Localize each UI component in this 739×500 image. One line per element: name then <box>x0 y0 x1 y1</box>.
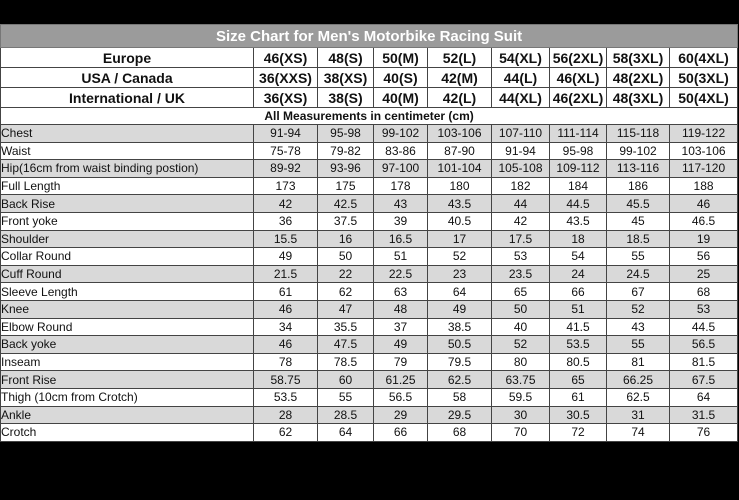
measurement-value: 40.5 <box>428 212 492 230</box>
measurement-value: 44 <box>492 195 550 213</box>
measurement-value: 53 <box>670 300 738 318</box>
measurement-value: 111-114 <box>550 125 607 143</box>
measurement-label: Chest <box>1 125 254 143</box>
measurement-value: 42.5 <box>318 195 374 213</box>
measurement-value: 55 <box>607 248 670 266</box>
measurement-label: Thigh (10cm from Crotch) <box>1 388 254 406</box>
measurement-value: 91-94 <box>492 142 550 160</box>
measurement-label: Back yoke <box>1 336 254 354</box>
measurement-value: 16.5 <box>374 230 428 248</box>
measurement-value: 103-106 <box>670 142 738 160</box>
size-label-cell: 48(2XL) <box>607 68 670 88</box>
table-row <box>1 336 738 354</box>
measurement-value: 107-110 <box>492 125 550 143</box>
measurement-value: 58.75 <box>254 371 318 389</box>
measurement-value: 45 <box>607 212 670 230</box>
measurement-value: 65 <box>492 283 550 301</box>
measurement-value: 51 <box>374 248 428 266</box>
measurement-value: 61 <box>254 283 318 301</box>
size-label-cell: 48(S) <box>318 48 374 68</box>
size-label-cell: 50(4XL) <box>670 88 738 108</box>
measurement-value: 47 <box>318 300 374 318</box>
measurement-value: 51 <box>550 300 607 318</box>
measurement-value: 49 <box>374 336 428 354</box>
measurement-value: 46.5 <box>670 212 738 230</box>
measurement-value: 99-102 <box>607 142 670 160</box>
measurement-value: 22 <box>318 265 374 283</box>
measurement-label: Elbow Round <box>1 318 254 336</box>
measurement-value: 46 <box>254 300 318 318</box>
measurement-value: 62.5 <box>428 371 492 389</box>
measurement-value: 63 <box>374 283 428 301</box>
measurement-value: 115-118 <box>607 125 670 143</box>
measurement-value: 64 <box>670 388 738 406</box>
measurement-label: Crotch <box>1 424 254 442</box>
measurement-value: 60 <box>318 371 374 389</box>
size-label-cell: 50(M) <box>374 48 428 68</box>
measurement-value: 59.5 <box>492 388 550 406</box>
measurement-value: 56.5 <box>670 336 738 354</box>
measurement-value: 46 <box>670 195 738 213</box>
measurement-value: 43 <box>607 318 670 336</box>
measurement-value: 75-78 <box>254 142 318 160</box>
size-system-row <box>1 48 738 68</box>
measurement-value: 97-100 <box>374 160 428 178</box>
table-row <box>1 248 738 266</box>
measurement-value: 43.5 <box>550 212 607 230</box>
measurement-value: 113-116 <box>607 160 670 178</box>
measurement-value: 31.5 <box>670 406 738 424</box>
measurement-value: 36 <box>254 212 318 230</box>
size-label-cell: 52(L) <box>428 48 492 68</box>
measurement-value: 173 <box>254 177 318 195</box>
measurement-value: 37.5 <box>318 212 374 230</box>
measurement-label: Inseam <box>1 353 254 371</box>
measurement-value: 66 <box>374 424 428 442</box>
measurement-value: 99-102 <box>374 125 428 143</box>
measurement-label: Sleeve Length <box>1 283 254 301</box>
measurement-value: 50 <box>492 300 550 318</box>
measurement-value: 79.5 <box>428 353 492 371</box>
size-system-label: International / UK <box>1 88 254 108</box>
measurement-value: 28 <box>254 406 318 424</box>
measurement-value: 49 <box>254 248 318 266</box>
table-row <box>1 142 738 160</box>
measurement-value: 24.5 <box>607 265 670 283</box>
size-label-cell: 54(XL) <box>492 48 550 68</box>
measurement-value: 42 <box>492 212 550 230</box>
size-label-cell: 46(XL) <box>550 68 607 88</box>
measurement-label: Shoulder <box>1 230 254 248</box>
measurement-value: 43 <box>374 195 428 213</box>
measurement-value: 53.5 <box>254 388 318 406</box>
measurement-label: Cuff Round <box>1 265 254 283</box>
measurement-value: 87-90 <box>428 142 492 160</box>
measurement-value: 89-92 <box>254 160 318 178</box>
measurement-value: 43.5 <box>428 195 492 213</box>
chart-title: Size Chart for Men's Motorbike Racing Suit <box>1 25 738 48</box>
measurement-value: 47.5 <box>318 336 374 354</box>
measurement-value: 18 <box>550 230 607 248</box>
measurement-value: 55 <box>607 336 670 354</box>
measurement-value: 29.5 <box>428 406 492 424</box>
measurement-value: 67.5 <box>670 371 738 389</box>
size-chart-table <box>0 24 738 442</box>
measurement-value: 18.5 <box>607 230 670 248</box>
measurement-value: 83-86 <box>374 142 428 160</box>
measurement-value: 56 <box>670 248 738 266</box>
table-row <box>1 406 738 424</box>
table-row <box>1 265 738 283</box>
measurement-value: 17.5 <box>492 230 550 248</box>
measurement-value: 31 <box>607 406 670 424</box>
measurement-value: 91-94 <box>254 125 318 143</box>
size-system-row <box>1 88 738 108</box>
measurement-value: 80.5 <box>550 353 607 371</box>
size-system-label: Europe <box>1 48 254 68</box>
measurement-value: 79-82 <box>318 142 374 160</box>
measurement-value: 70 <box>492 424 550 442</box>
size-label-cell: 56(2XL) <box>550 48 607 68</box>
measurement-value: 67 <box>607 283 670 301</box>
table-row <box>1 300 738 318</box>
measurement-value: 66 <box>550 283 607 301</box>
measurement-value: 23.5 <box>492 265 550 283</box>
measurement-value: 41.5 <box>550 318 607 336</box>
measurement-value: 66.25 <box>607 371 670 389</box>
size-system-label: USA / Canada <box>1 68 254 88</box>
measurement-value: 79 <box>374 353 428 371</box>
measurement-value: 78.5 <box>318 353 374 371</box>
size-label-cell: 50(3XL) <box>670 68 738 88</box>
measurement-value: 55 <box>318 388 374 406</box>
measurement-note-row <box>1 108 738 125</box>
measurement-label: Front yoke <box>1 212 254 230</box>
measurement-label: Waist <box>1 142 254 160</box>
measurement-value: 105-108 <box>492 160 550 178</box>
measurement-value: 61 <box>550 388 607 406</box>
measurement-value: 81.5 <box>670 353 738 371</box>
measurement-value: 54 <box>550 248 607 266</box>
measurement-label: Ankle <box>1 406 254 424</box>
table-row <box>1 424 738 442</box>
measurement-value: 62.5 <box>607 388 670 406</box>
size-label-cell: 36(XXS) <box>254 68 318 88</box>
measurement-label: Collar Round <box>1 248 254 266</box>
measurement-value: 68 <box>428 424 492 442</box>
measurement-value: 103-106 <box>428 125 492 143</box>
measurement-value: 175 <box>318 177 374 195</box>
measurement-value: 15.5 <box>254 230 318 248</box>
table-row <box>1 283 738 301</box>
measurement-value: 53 <box>492 248 550 266</box>
measurement-value: 24 <box>550 265 607 283</box>
chart-body <box>1 48 738 442</box>
measurement-label: Front Rise <box>1 371 254 389</box>
size-label-cell: 38(S) <box>318 88 374 108</box>
table-row <box>1 230 738 248</box>
table-row <box>1 318 738 336</box>
measurement-value: 49 <box>428 300 492 318</box>
measurement-value: 65 <box>550 371 607 389</box>
size-label-cell: 40(S) <box>374 68 428 88</box>
measurement-value: 62 <box>318 283 374 301</box>
measurement-value: 61.25 <box>374 371 428 389</box>
measurement-value: 64 <box>428 283 492 301</box>
measurement-value: 63.75 <box>492 371 550 389</box>
table-row <box>1 125 738 143</box>
measurement-value: 21.5 <box>254 265 318 283</box>
measurement-value: 45.5 <box>607 195 670 213</box>
measurement-value: 52 <box>492 336 550 354</box>
measurement-value: 182 <box>492 177 550 195</box>
measurement-value: 64 <box>318 424 374 442</box>
measurement-value: 109-112 <box>550 160 607 178</box>
measurement-label: Full Length <box>1 177 254 195</box>
size-label-cell: 44(XL) <box>492 88 550 108</box>
measurement-value: 56.5 <box>374 388 428 406</box>
measurement-label: Hip(16cm from waist binding postion) <box>1 160 254 178</box>
table-row <box>1 371 738 389</box>
measurement-value: 30 <box>492 406 550 424</box>
table-row <box>1 212 738 230</box>
table-row <box>1 177 738 195</box>
measurement-note: All Measurements in centimeter (cm) <box>1 108 738 125</box>
table-row <box>1 195 738 213</box>
measurement-value: 188 <box>670 177 738 195</box>
measurement-value: 76 <box>670 424 738 442</box>
size-label-cell: 60(4XL) <box>670 48 738 68</box>
measurement-value: 78 <box>254 353 318 371</box>
size-label-cell: 42(L) <box>428 88 492 108</box>
measurement-value: 22.5 <box>374 265 428 283</box>
size-label-cell: 48(3XL) <box>607 88 670 108</box>
measurement-value: 81 <box>607 353 670 371</box>
measurement-label: Back Rise <box>1 195 254 213</box>
measurement-value: 93-96 <box>318 160 374 178</box>
measurement-value: 119-122 <box>670 125 738 143</box>
measurement-value: 44.5 <box>550 195 607 213</box>
measurement-value: 35.5 <box>318 318 374 336</box>
measurement-value: 58 <box>428 388 492 406</box>
measurement-value: 50.5 <box>428 336 492 354</box>
size-label-cell: 36(XS) <box>254 88 318 108</box>
measurement-value: 25 <box>670 265 738 283</box>
measurement-value: 16 <box>318 230 374 248</box>
measurement-value: 42 <box>254 195 318 213</box>
table-row <box>1 353 738 371</box>
measurement-value: 72 <box>550 424 607 442</box>
size-label-cell: 46(XS) <box>254 48 318 68</box>
measurement-value: 186 <box>607 177 670 195</box>
size-label-cell: 58(3XL) <box>607 48 670 68</box>
measurement-value: 184 <box>550 177 607 195</box>
measurement-value: 52 <box>428 248 492 266</box>
measurement-value: 28.5 <box>318 406 374 424</box>
measurement-value: 19 <box>670 230 738 248</box>
size-system-row <box>1 68 738 88</box>
measurement-value: 29 <box>374 406 428 424</box>
measurement-value: 34 <box>254 318 318 336</box>
measurement-value: 44.5 <box>670 318 738 336</box>
measurement-value: 52 <box>607 300 670 318</box>
measurement-value: 62 <box>254 424 318 442</box>
measurement-label: Knee <box>1 300 254 318</box>
measurement-value: 117-120 <box>670 160 738 178</box>
measurement-value: 101-104 <box>428 160 492 178</box>
measurement-value: 23 <box>428 265 492 283</box>
measurement-value: 38.5 <box>428 318 492 336</box>
measurement-value: 180 <box>428 177 492 195</box>
size-label-cell: 40(M) <box>374 88 428 108</box>
measurement-value: 39 <box>374 212 428 230</box>
measurement-value: 53.5 <box>550 336 607 354</box>
measurement-value: 48 <box>374 300 428 318</box>
measurement-value: 68 <box>670 283 738 301</box>
measurement-value: 40 <box>492 318 550 336</box>
table-row <box>1 160 738 178</box>
measurement-value: 46 <box>254 336 318 354</box>
measurement-value: 95-98 <box>318 125 374 143</box>
table-row <box>1 388 738 406</box>
size-label-cell: 46(2XL) <box>550 88 607 108</box>
size-label-cell: 38(XS) <box>318 68 374 88</box>
measurement-value: 178 <box>374 177 428 195</box>
size-label-cell: 42(M) <box>428 68 492 88</box>
size-label-cell: 44(L) <box>492 68 550 88</box>
measurement-value: 30.5 <box>550 406 607 424</box>
measurement-value: 17 <box>428 230 492 248</box>
measurement-value: 80 <box>492 353 550 371</box>
measurement-value: 95-98 <box>550 142 607 160</box>
measurement-value: 74 <box>607 424 670 442</box>
measurement-value: 50 <box>318 248 374 266</box>
measurement-value: 37 <box>374 318 428 336</box>
